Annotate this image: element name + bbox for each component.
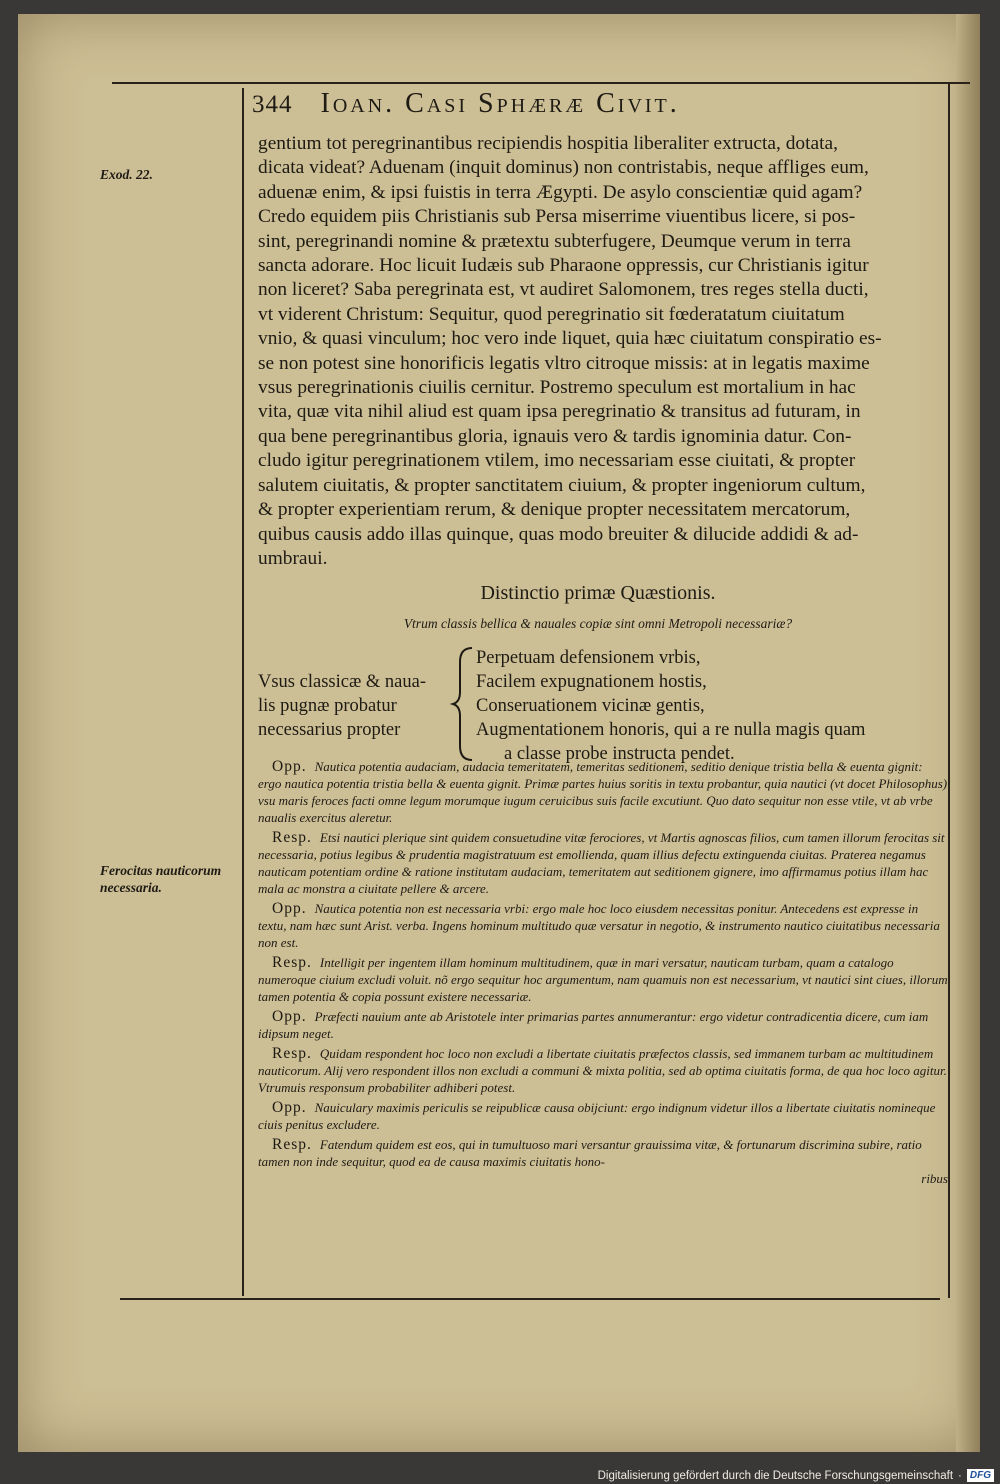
- text-line: quibus causis addo illas quinque, quas modo breuiter & dilucide addidi & ad-: [258, 523, 859, 545]
- catchword: ribus: [921, 1171, 948, 1186]
- item-label: Opp.: [272, 758, 307, 775]
- text-line: cludo igitur peregrinationem vtilem, imo necessariam esse ciuitati, & propter: [258, 450, 856, 472]
- diagram-premise: [258, 670, 458, 742]
- reason-line: a classe probe instructa pendet.: [504, 744, 735, 765]
- reason-line: Conseruationem vicinæ gentis,: [476, 696, 705, 717]
- text-line: sancta adorare. Hoc licuit Iudæis sub Pharaone oppressis, cur Christianis igitur: [258, 255, 869, 277]
- text-line: & propter experientiam rerum, & denique propter necessitatem mercatorum,: [258, 499, 851, 521]
- disputation-item: [258, 1008, 948, 1042]
- text-line: dicata videat? Aduenam (inquit dominus) non contristabis, neque affliges eum,: [258, 157, 869, 179]
- item-text: Nauiculary maximis periculis se reipublicæ causa obijciunt: ergo indignum videtur illos a libertate ciuitatis nomineque ciuis penitus excludere.: [258, 1100, 936, 1132]
- text-line: umbraui.: [258, 547, 328, 569]
- reason-line: Augmentationem honoris, qui a re nulla magis quam: [476, 720, 866, 741]
- section-heading: Distinctio primæ Quæstionis.: [480, 582, 716, 605]
- premise-line: lis pugnæ probatur: [258, 696, 397, 717]
- digitization-footer: [598, 1469, 994, 1482]
- margin-note-exod: Exod. 22.: [100, 167, 153, 182]
- text-line: se non potest sine honorificis legatis vltro citroque missis: at in legatis maxime: [258, 352, 870, 374]
- text-line: aduenæ enim, & ipsi fuistis in terra Ægypti. De asylo conscientiæ quid agam?: [258, 181, 863, 203]
- item-label: Resp.: [272, 954, 312, 971]
- diagram-reasons: [476, 646, 946, 766]
- premise-line: necessarius propter: [258, 720, 401, 741]
- disputation-item: [258, 900, 948, 951]
- disputation-item: [258, 758, 948, 826]
- item-text: Etsi nautici plerique sint quidem consuetudine vitæ ferociores, vt Martis agnoscas filios, cum tamen illorum ferocitas sit necessaria, potius legibus & prudentia magistratuum est emollienda, quam illius defectu extinguenda ciuitas. Praterea negamus nauticam potentiam ordine & ratione institutam audaciam, temeritatem aut seditionem gignere, imo affirmamus potius illam hac mala ac monstra a ciuitate pellere & arcere.: [258, 830, 945, 896]
- item-text: Præfecti nauium ante ab Aristotele inter primarias partes annumerantur: ergo videtur contradicentia dicere, cum iam idipsum neget.: [258, 1009, 929, 1041]
- text-line: sint, peregrinandi nomine & prætextu subterfugere, Deumque verum in terra: [258, 230, 851, 252]
- footer-separator: ·: [958, 1469, 962, 1482]
- text-line: vt viderent Christum: Sequitur, quod peregrinatio sit fœderatatum ciuitatum: [258, 303, 845, 325]
- disputation-item: [258, 1136, 948, 1187]
- text-line: qua bene peregrinantibus gloria, ignauis vero & tardis ignominia datur. Con-: [258, 425, 852, 447]
- item-label: Resp.: [272, 829, 312, 846]
- reason-line: Facilem expugnationem hostis,: [476, 672, 707, 693]
- item-text: Nautica potentia audaciam, audacia temeritatem, temeritas seditionem, seditio denique tristia bella & euenta gignit: ergo nautica potentia tristia bella & euenta gignit. Primæ partes huius soritis in textu probantur, quia nautici (vt docet Philosophus) vsu maris feroces facti omne legum morumque iugum ceruicibus suis facile excutiunt. Quo dato sequitur non esse vtile, vt ab vrbe naualis exercitus aleretur.: [258, 759, 948, 825]
- text-line: vnio, & quasi vinculum; hoc vero inde liquet, quia hæc ciuitatum conspiratio es-: [258, 328, 882, 350]
- curly-brace: [450, 644, 476, 762]
- section-question: Vtrum classis bellica & nauales copiæ sint omni Metropoli necessariæ?: [403, 615, 793, 631]
- item-text: Fatendum quidem est eos, qui in tumultuoso mari versantur grauissima vitæ, & fortunarum discrimina subire, ratio tamen non inde sequitur, quod ea de causa maximis ciuitatis hono-: [258, 1137, 922, 1169]
- bottom-rule: [120, 1298, 940, 1300]
- premise-line: Vsus classicæ & naua-: [258, 672, 427, 693]
- text-line: gentium tot peregrinantibus recipiendis hospitia liberaliter extructa, dotata,: [258, 133, 838, 154]
- item-label: Resp.: [272, 1136, 312, 1153]
- disputation: [258, 758, 948, 1190]
- item-label: Opp.: [272, 900, 307, 917]
- disputation-item: [258, 1099, 948, 1133]
- item-label: Opp.: [272, 1008, 307, 1025]
- top-rule: [112, 82, 970, 84]
- page-number: 344: [252, 91, 293, 118]
- item-label: Opp.: [272, 1099, 307, 1116]
- item-text: Nautica potentia non est necessaria vrbi: ergo male hoc loco eiusdem necessitas ponitur. Antecedens est expresse in textu, nam hæc sunt Arist. verba. Ingens hominum multitudo quæ versatur in negotio, & instrumento nautico ciuitatibus necessaria non est.: [258, 901, 940, 950]
- text-line: salutem ciuitatis, & propter sanctitatem ciuium, & propter ingeniorum cultum,: [258, 474, 866, 496]
- margin-note-ferocitas: Ferocitas nauticorum necessaria.: [100, 863, 222, 895]
- text-line: non liceret? Saba peregrinata est, vt audiret Salomonem, tres reges stella ducti,: [258, 279, 869, 301]
- page-edge-shadow: [956, 14, 980, 1452]
- bracket-diagram: [258, 648, 938, 766]
- item-text: Intelligit per ingentem illam hominum multitudinem, quæ in mari versatur, nauticam turbam, quam a catalogo numeroque ciuium excludi voluit. nõ ergo sequitur hoc argumentum, nam quamuis non est necessarium, vt nautici sint ciues, illorum tamen potentia & copia possunt existere necessariæ.: [258, 955, 948, 1004]
- item-label: Resp.: [272, 1045, 312, 1062]
- disputation-item: [258, 1045, 948, 1096]
- text-line: vsus peregrinationis ciuilis cernitur. Postremo speculum est mortalium in hac: [258, 377, 856, 399]
- disputation-item: [258, 954, 948, 1005]
- main-text: [258, 132, 938, 766]
- right-rule: [948, 84, 950, 1298]
- reason-line: Perpetuam defensionem vrbis,: [476, 648, 701, 669]
- running-title: Ioan. Casi Sphæræ Civit.: [320, 88, 680, 119]
- margin-rule: [242, 88, 244, 1296]
- dfg-logo-icon: DFG: [967, 1469, 994, 1482]
- text-line: vita, quæ vita nihil aliud est quam ipsa peregrinatio & transitus ad futuram, in: [258, 401, 861, 423]
- page-header: [252, 88, 942, 128]
- item-text: Quidam respondent hoc loco non excludi a libertate ciuitatis præfectos classis, sed immanem turbam ac multitudinem nauticorum. Alij vero respondent illos non excludi a communi & mixta politia, sed ab optima ciuitatis forma, de qua hoc loco agitur. Vtrumuis responsum probabiliter adhiberi potest.: [258, 1046, 947, 1095]
- disputation-item: [258, 829, 948, 897]
- footer-text: Digitalisierung gefördert durch die Deutsche Forschungsgemeinschaft: [597, 1469, 954, 1482]
- text-line: Credo equidem piis Christianis sub Persa miserrime viuentibus licere, si pos-: [258, 206, 856, 228]
